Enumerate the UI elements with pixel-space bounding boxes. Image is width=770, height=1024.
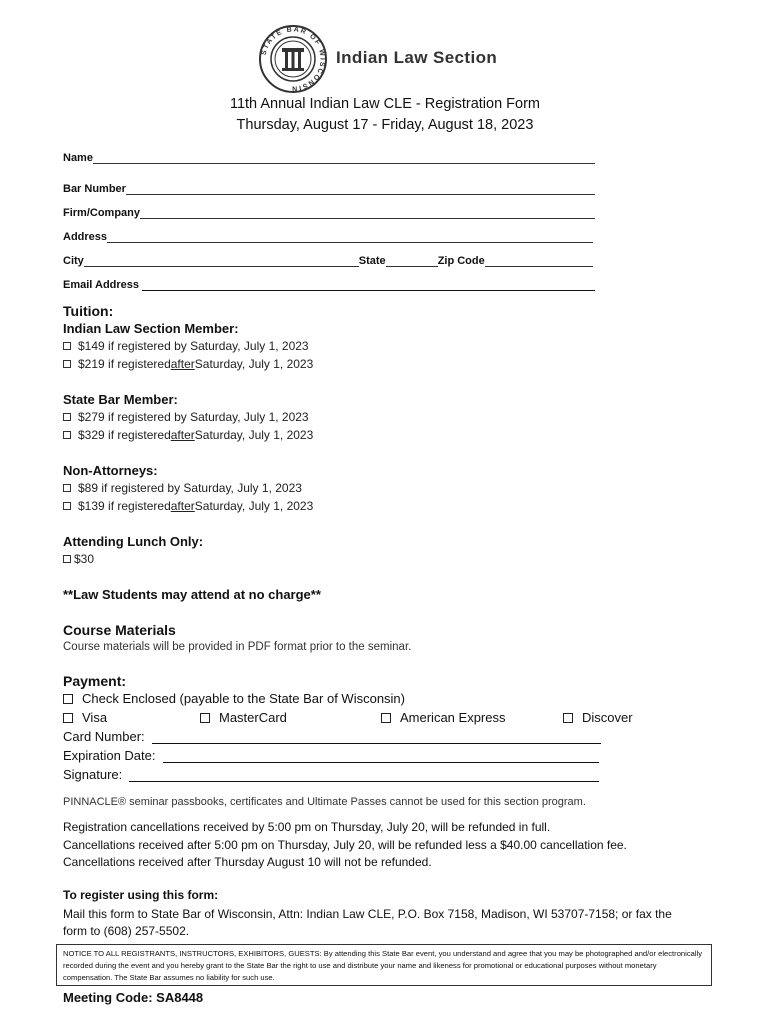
option-price: $329 xyxy=(78,428,105,442)
zip-label: Zip Code xyxy=(437,255,485,267)
card-option-amex[interactable] xyxy=(381,710,505,725)
lunch-price: $30 xyxy=(74,552,95,566)
option-text: if registered by Saturday, July 1, 2023 xyxy=(108,410,309,424)
checkbox[interactable] xyxy=(63,484,71,492)
option-text: Saturday, July 1, 2023 xyxy=(194,357,314,371)
checkbox[interactable] xyxy=(63,431,71,439)
expiration-field[interactable] xyxy=(63,748,599,763)
card-label: MasterCard xyxy=(219,710,287,725)
zip-input[interactable] xyxy=(485,256,593,267)
option-text: Saturday, July 1, 2023 xyxy=(194,428,314,442)
option-row[interactable] xyxy=(63,357,313,371)
event-dates: Thursday, August 17 - Friday, August 18, 2023 xyxy=(236,117,534,133)
option-text: if registered xyxy=(108,357,171,371)
city-input[interactable] xyxy=(84,256,359,267)
cancellation-policy xyxy=(63,819,627,872)
tuition-heading: Tuition: xyxy=(63,303,114,319)
checkbox[interactable] xyxy=(63,413,71,421)
signature-label: Signature: xyxy=(63,767,123,782)
option-price: $219 xyxy=(78,357,105,371)
option-emphasis: after xyxy=(170,357,195,371)
check-label: Check Enclosed (payable to the State Bar of Wisconsin) xyxy=(82,691,405,706)
checkbox[interactable] xyxy=(63,713,73,723)
payment-heading: Payment: xyxy=(63,673,127,689)
option-price: $149 xyxy=(78,339,105,353)
card-number-field[interactable] xyxy=(63,729,601,744)
address-label: Address xyxy=(63,231,108,243)
register-line: form to (608) 257-5502. xyxy=(63,924,190,938)
checkbox[interactable] xyxy=(63,360,71,368)
checkbox[interactable] xyxy=(381,713,391,723)
option-emphasis: after xyxy=(170,428,195,442)
lunch-label: Attending Lunch Only: xyxy=(63,534,204,549)
check-option[interactable] xyxy=(63,691,405,706)
checkbox[interactable] xyxy=(63,342,71,350)
register-line: Mail this form to State Bar of Wisconsin, Attn: Indian Law CLE, P.O. Box 7158, Madison, WI 53707-7158; or fax the xyxy=(63,907,672,921)
option-text: if registered xyxy=(108,428,171,442)
register-heading: To register using this form: xyxy=(63,888,219,902)
card-number-label: Card Number: xyxy=(63,729,145,744)
option-row[interactable] xyxy=(63,428,313,442)
course-text: Course materials will be provided in PDF format prior to the seminar. xyxy=(63,641,412,653)
firm-field[interactable] xyxy=(63,207,595,219)
form-title: 11th Annual Indian Law CLE - Registration Form xyxy=(229,96,541,112)
law-students-note: **Law Students may attend at no charge** xyxy=(63,587,321,602)
group-label: Indian Law Section Member: xyxy=(63,321,239,336)
pinnacle-note: PINNACLE® seminar passbooks, certificates and Ultimate Passes cannot be used for this section program. xyxy=(63,796,586,808)
card-label: American Express xyxy=(400,710,506,725)
card-label: Discover xyxy=(582,710,633,725)
bar-number-label: Bar Number xyxy=(63,183,126,195)
option-price: $139 xyxy=(78,499,105,513)
option-price: $89 xyxy=(78,481,99,495)
lunch-option[interactable] xyxy=(63,552,94,566)
state-bar-logo xyxy=(258,24,328,94)
expiration-label: Expiration Date: xyxy=(63,748,156,763)
state-input[interactable] xyxy=(386,256,438,267)
option-row[interactable] xyxy=(63,481,302,495)
email-field[interactable] xyxy=(63,279,595,291)
register-instructions xyxy=(63,906,723,940)
card-option-discover[interactable] xyxy=(563,710,633,725)
checkbox[interactable] xyxy=(563,713,573,723)
org-name: Indian Law Section xyxy=(336,48,498,67)
option-text: if registered by Saturday, July 1, 2023 xyxy=(108,339,309,353)
option-emphasis: after xyxy=(170,499,195,513)
group-label: State Bar Member: xyxy=(63,392,178,407)
cancellation-line: Cancellations received after 5:00 pm on Thursday, July 20, will be refunded less a $40.00 cancellation fee. xyxy=(63,837,627,852)
checkbox[interactable] xyxy=(63,502,71,510)
cancellation-line: Registration cancellations received by 5:00 pm on Thursday, July 20, will be refunded in full. xyxy=(63,820,551,834)
city-label: City xyxy=(63,255,84,267)
checkbox[interactable] xyxy=(63,555,71,563)
firm-label: Firm/Company xyxy=(63,207,141,219)
bar-number-field[interactable] xyxy=(63,183,595,195)
option-row[interactable] xyxy=(63,499,313,513)
option-row[interactable] xyxy=(63,410,309,424)
course-heading: Course Materials xyxy=(63,622,176,638)
option-text: if registered by Saturday, July 1, 2023 xyxy=(101,481,302,495)
photo-notice: NOTICE TO ALL REGISTRANTS, INSTRUCTORS, EXHIBITORS, GUESTS: By attending this State Bar event, you understand and agree that you may be photographed and/or electronically recorded during the event and you hereby grant to the State Bar the right to use and distribute your name and likeness for promotional or educational purposes without monetary compensation. The State Bar assumes no liability for such use. xyxy=(56,944,712,986)
card-option-mastercard[interactable] xyxy=(200,710,287,725)
email-label: Email Address xyxy=(63,279,140,291)
option-price: $279 xyxy=(78,410,105,424)
logo-ring-text: STATE BAR OF WISCONSIN xyxy=(260,26,326,92)
signature-field[interactable] xyxy=(63,767,599,782)
checkbox[interactable] xyxy=(63,694,73,704)
option-text: if registered xyxy=(108,499,171,513)
card-option-visa[interactable] xyxy=(63,710,107,725)
address-field[interactable] xyxy=(63,231,593,243)
option-text: Saturday, July 1, 2023 xyxy=(194,499,314,513)
group-label: Non-Attorneys: xyxy=(63,463,158,478)
cancellation-line: Cancellations received after Thursday August 10 will not be refunded. xyxy=(63,855,432,869)
option-row[interactable] xyxy=(63,339,309,353)
card-label: Visa xyxy=(82,710,108,725)
city-state-zip-row xyxy=(63,255,593,267)
name-label: Name xyxy=(63,152,93,164)
state-label: State xyxy=(358,255,386,267)
checkbox[interactable] xyxy=(200,713,210,723)
name-field[interactable] xyxy=(63,152,595,164)
meeting-code: Meeting Code: SA8448 xyxy=(63,990,204,1005)
